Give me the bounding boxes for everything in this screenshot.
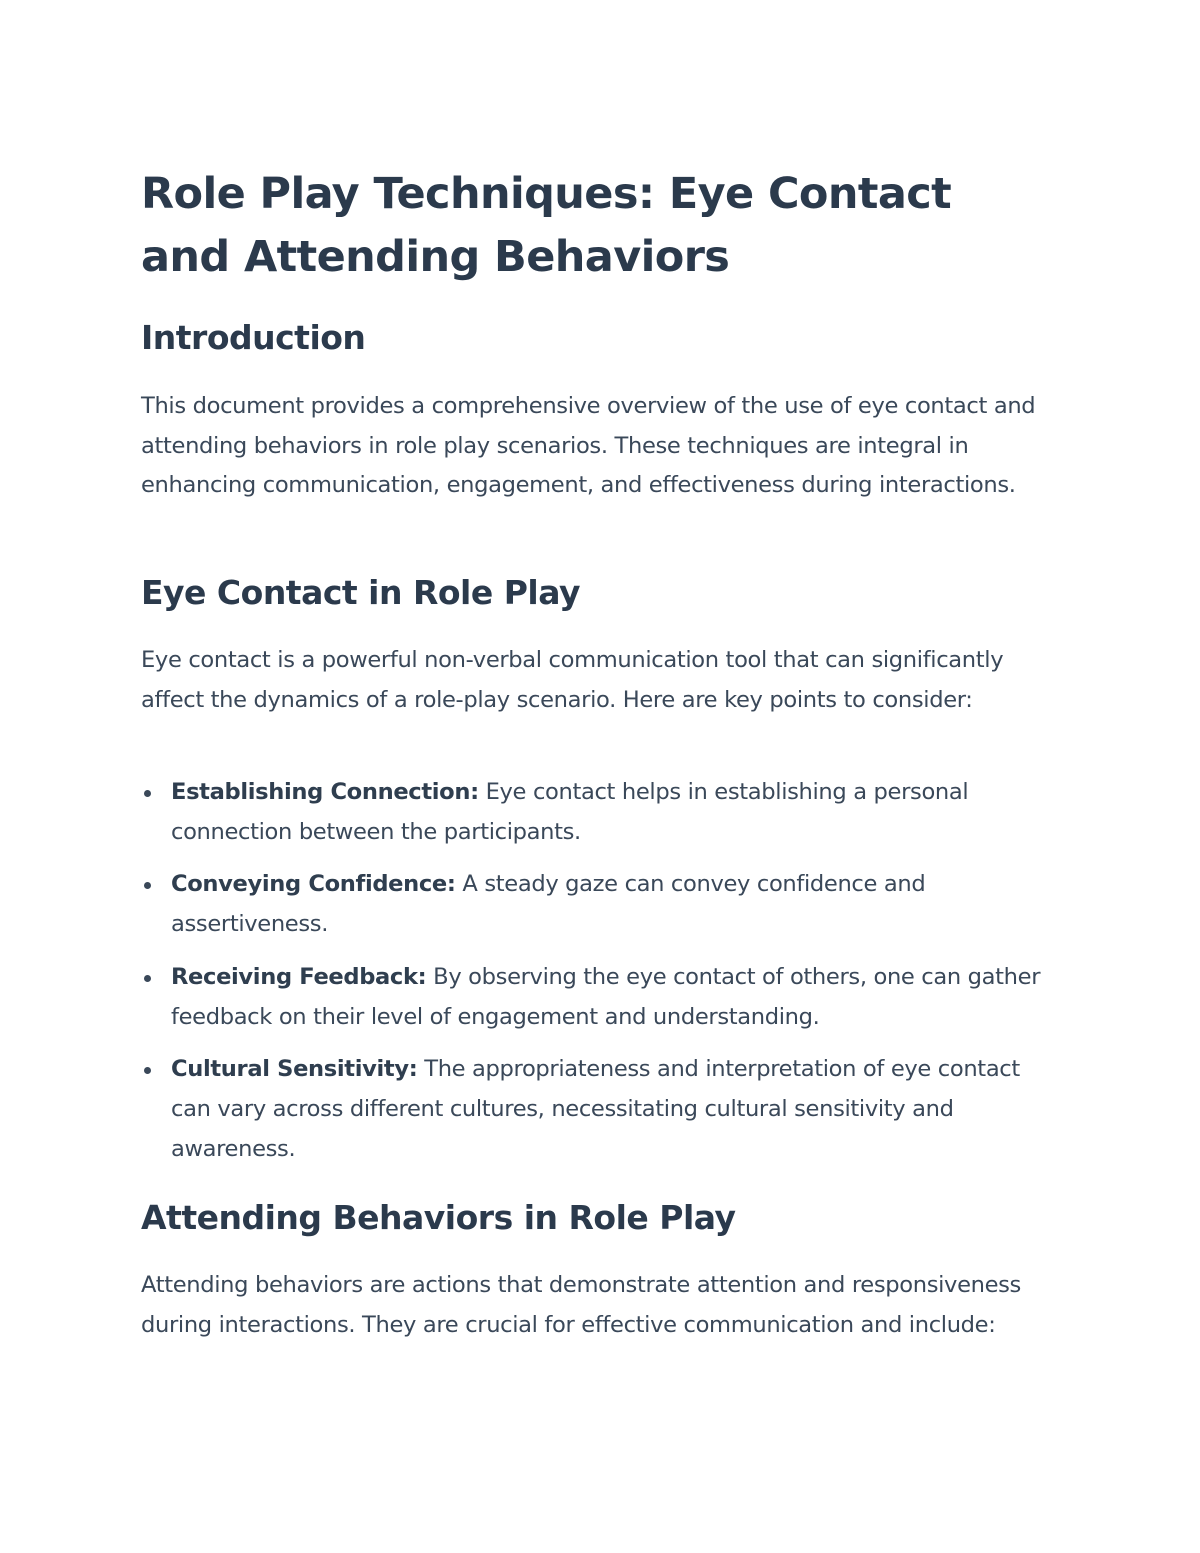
bullet-item-receiving-feedback [141,958,1046,1037]
section-heading-attending-behaviors: Attending Behaviors in Role Play [141,1198,736,1237]
bullet-term: Conveying Confidence: [171,871,456,898]
eye-contact-paragraph: Eye contact is a powerful non-verbal communication tool that can significantly affect the dynamics of a role-play scenario. Here are key points to consider: [141,647,1004,713]
bullet-text: The appropriateness and interpretation of eye contact can vary across different cultures, necessitating cultural sensitivity and awareness. [171,1056,1020,1162]
section-heading-eye-contact: Eye Contact in Role Play [141,573,580,612]
bullet-dot-icon [144,1067,151,1074]
bullet-text: Eye contact helps in establishing a personal connection between the participants. [171,779,969,845]
introduction-paragraph: This document provides a comprehensive overview of the use of eye contact and attending behaviors in role play scenarios. These techniques are integral in enhancing communication, engagement, and effectiveness during interactions. [141,393,1036,499]
bullet-item-conveying-confidence [141,865,1046,944]
bullet-text: A steady gaze can convey confidence and assertiveness. [171,871,926,938]
bullet-term: Establishing Connection: [171,779,479,805]
section-heading-introduction: Introduction [141,318,366,357]
bullet-item-establishing-connection [141,773,1046,852]
eye-contact-bullet-list [141,773,1046,1182]
bullet-dot-icon [144,975,151,982]
bullet-dot-icon [144,882,151,889]
document-title: Role Play Techniques: Eye Contact and Attending Behaviors [141,169,952,282]
bullet-term: Cultural Sensitivity: [171,1056,418,1083]
bullet-text: By observing the eye contact of others, one can gather feedback on their level of engagement and understanding. [171,963,1041,1030]
bullet-item-cultural-sensitivity [141,1050,1046,1169]
bullet-term: Receiving Feedback: [171,963,427,990]
bullet-dot-icon [144,790,151,797]
attending-behaviors-paragraph: Attending behaviors are actions that demonstrate attention and responsiveness during interactions. They are crucial for effective communication and include: [141,1272,1021,1338]
